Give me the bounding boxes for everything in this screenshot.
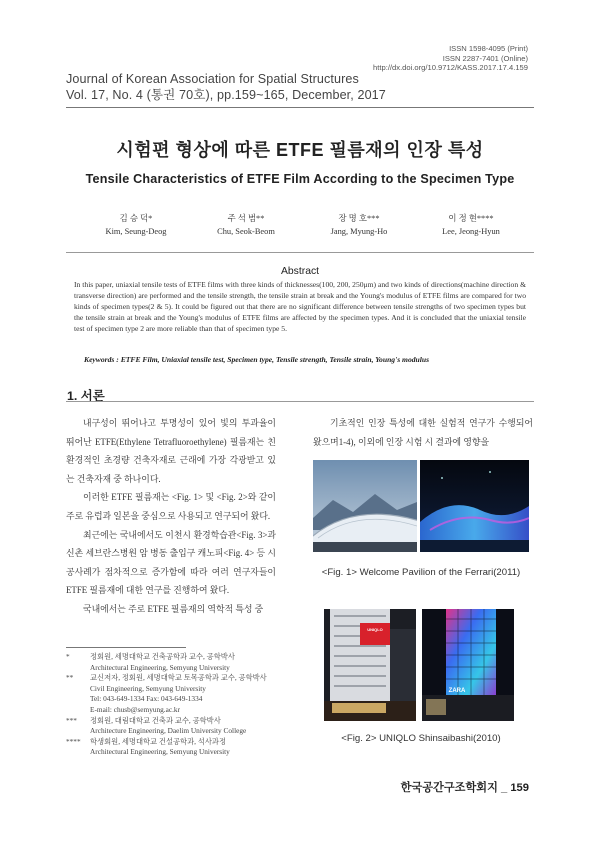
- section-rule: [66, 401, 534, 402]
- fig1-photo-right: [420, 460, 529, 552]
- author-name-ko: 이 정 현****: [448, 214, 494, 223]
- issn-block: [373, 44, 528, 73]
- title-korean: 시험편 형상에 따른 ETFE 필름재의 인장 특성: [116, 140, 484, 160]
- footnote-rule: [66, 647, 186, 648]
- fig2-photo-right: [422, 609, 514, 721]
- author-name-en: Kim, Seung-Deog: [105, 227, 167, 236]
- building-photo-icon: [324, 609, 416, 721]
- fig2-photo-left: [324, 609, 416, 721]
- author-name-ko: 김 승 덕*: [119, 214, 153, 223]
- author-1: [76, 212, 196, 238]
- paragraph: 국내에서는 주로 ETFE 필름재의 역학적 특성 중: [83, 603, 264, 614]
- footnotes: [66, 652, 316, 758]
- abstract-text: In this paper, uniaxial tensile tests of ETFE films with three kinds of thicknesses(100, 200, 250μm) and two kinds of directions(machine direction & transverse direction) are performed and the tensile strength, the tensile strain at break and the Young's modulus of ETFE films are compared for two kinds of specimen types(2 & 5). It could be figured out that there are no significant difference between tensile strengths of two specimen types but the tensile strain at break and the Young's modulus of ETFE films are affected by the specimen types. And it is concluded that the uniaxial tensile test of specimen type 2 are more reliable than that of specimen type 5.: [74, 280, 526, 333]
- body-left-column: [66, 414, 276, 619]
- paragraph: 최근에는 국내에서도 이천시 환경학습관<Fig. 3>과 신촌 세브란스병원 암 병동 출입구 캐노피<Fig. 4> 등 시공사례가 점차적으로 증가함에 따라 여러 연구자들이 ETFE 필름재에 대한 연구를 진행하여 왔다.: [66, 529, 276, 596]
- figure-2-caption: <Fig. 2> UNIQLO Shinsaibashi(2010): [341, 733, 501, 744]
- footnote-item: **** 학생회원, 세명대학교 건설공학과, 석사과정 Architectural Engineering, Semyung University: [66, 736, 230, 757]
- page-number: 159: [510, 782, 529, 794]
- building-photo-icon: [313, 460, 417, 552]
- building-photo-icon: [422, 609, 514, 721]
- title-english: Tensile Characteristics of ETFE Film According to the Specimen Type: [85, 172, 515, 186]
- footnote-item: * 정회원, 세명대학교 건축공학과 교수, 공학박사 Architectural Engineering, Semyung University: [66, 652, 235, 672]
- journal-name: Journal of Korean Association for Spatial Structures: [66, 72, 359, 86]
- footnote-item: *** 정회원, 대림대학교 건축과 교수, 공학박사 Architecture Engineering, Daelim University College: [66, 715, 247, 736]
- abstract-rule: [66, 252, 534, 253]
- paragraph: 내구성이 뛰어나고 투명성이 있어 빛의 투과율이 뛰어난 ETFE(Ethylene Tetrafluoroethylene) 필름재는 친환경적인 초경량 건축자재로 근래에 가장 각광받고 있는 건축자재 중 하나이다.: [66, 418, 276, 484]
- doi-link[interactable]: http://dx.doi.org/10.9712/KASS.2017.17.4.159: [373, 63, 528, 73]
- author-4: [411, 212, 531, 238]
- fig1-photo-left: [313, 460, 417, 552]
- author-3: [299, 212, 419, 238]
- journal-header: [66, 72, 386, 103]
- abstract-heading: Abstract: [280, 266, 320, 277]
- author-email[interactable]: E-mail: chusb@semyung.ac.kr: [90, 704, 181, 714]
- issn-print: ISSN 1598-4095 (Print): [449, 44, 528, 53]
- building-photo-icon: [420, 460, 529, 552]
- uniqlo-sign: UNIQLO: [367, 627, 383, 632]
- volume-line: Vol. 17, No. 4 (통권 70호), pp.159~165, December, 2017: [66, 87, 386, 102]
- section-heading: 1. 서론: [67, 389, 105, 403]
- author-name-en: Chu, Seok-Beom: [217, 227, 275, 236]
- paragraph: 이러한 ETFE 필름재는 <Fig. 1> 및 <Fig. 2>와 같이 주로 유럽과 일본을 중심으로 사용되고 연구되어 왔다.: [66, 492, 276, 521]
- author-name-en: Lee, Jeong-Hyun: [442, 227, 500, 236]
- author-2: [186, 212, 306, 238]
- author-name-en: Jang, Myung-Ho: [330, 227, 388, 236]
- issn-online: ISSN 2287-7401 (Online): [442, 53, 528, 63]
- header-rule: [66, 107, 534, 108]
- journal-short-name: 한국공간구조학회지: [400, 782, 498, 794]
- author-name-ko: 주 석 범**: [227, 214, 265, 223]
- author-name-ko: 장 명 호***: [338, 214, 380, 223]
- keywords: Keywords : ETFE Film, Uniaxial tensile test, Specimen type, Tensile strength, Tensile strain, Young's modulus: [84, 355, 430, 364]
- footnote-item: ** 교신저자, 정회원, 세명대학교 토목공학과 교수, 공학박사 Civil Engineering, Semyung University Tel: 043-649-1334 Fax: 043-649-1334 E-mail: chusb@semyung.ac.kr: [66, 673, 316, 715]
- zara-sign: ZARA: [448, 688, 466, 694]
- body-right-column: 기초적인 인장 특성에 대한 실험적 연구가 수행되어 왔으며1-4), 이외에 인장 시험 시 결과에 영향을: [313, 418, 533, 447]
- figure-1-caption: <Fig. 1> Welcome Pavilion of the Ferrari(2011): [321, 567, 521, 578]
- footer-separator: _: [497, 782, 511, 794]
- page-footer: [401, 779, 529, 795]
